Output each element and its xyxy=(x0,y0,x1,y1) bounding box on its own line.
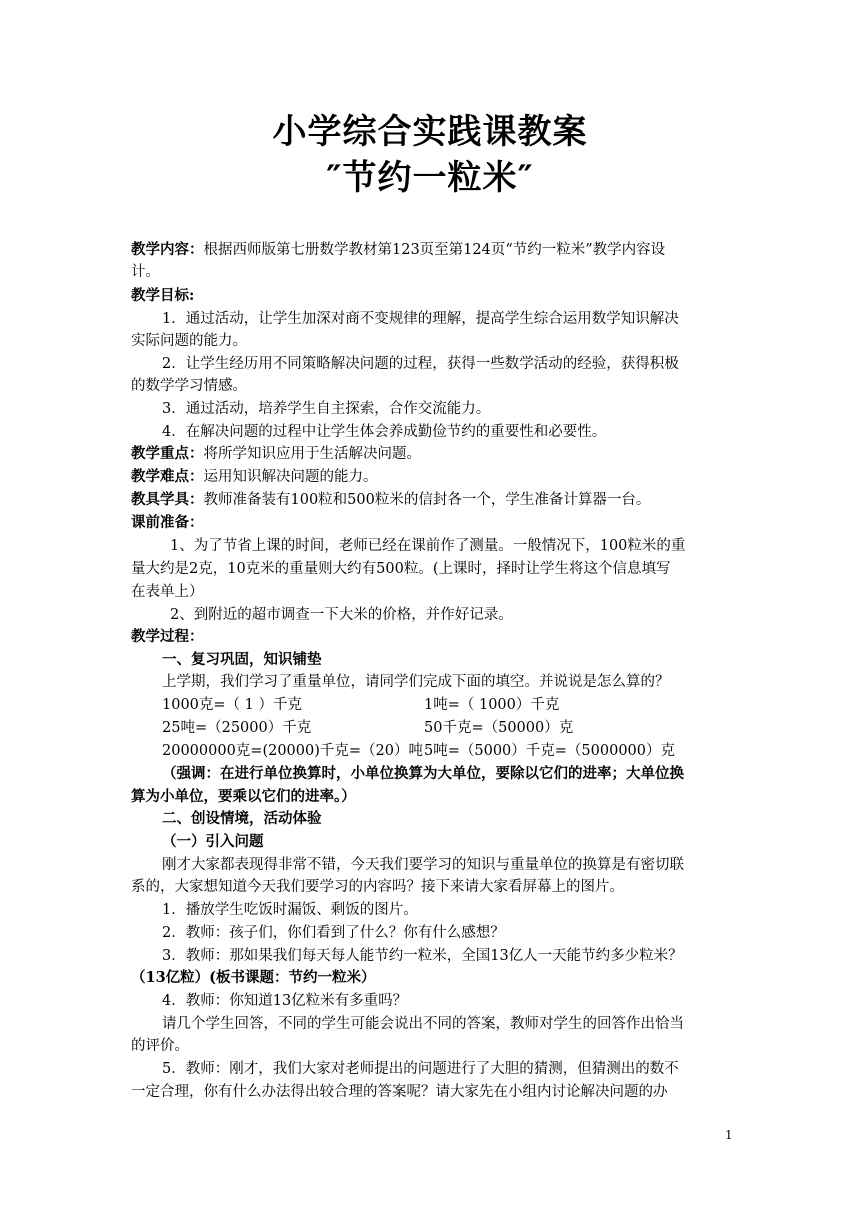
difficulty-heading: 教学难点： xyxy=(131,468,204,485)
key-point-line xyxy=(131,443,421,465)
step-4: 4．教师：你知道13亿粒米有多重吗？ xyxy=(162,993,408,1009)
conversion-2-right: 50千克=（50000）克 xyxy=(424,720,574,736)
conversion-1-right: 1吨=（ 1000）千克 xyxy=(424,697,560,713)
step-2: 2．教师：孩子们，你们看到了什么？你有什么感想？ xyxy=(162,925,505,941)
goal-1-line-1: 1．通过活动，让学生加深对商不变规律的理解，提高学生综合运用数学知识解决 xyxy=(162,311,679,327)
goals-heading: 教学目标: xyxy=(131,287,195,304)
goal-1-line-2: 实际问题的能力。 xyxy=(131,333,247,349)
key-text: 将所学知识应用于生活解决问题。 xyxy=(203,446,421,462)
prep-2: 2、到附近的超市调查一下大米的价格，并作好记录。 xyxy=(170,607,513,623)
prep-1-line-1: 1、为了节省上课的时间，老师已经在课前作了测量。一般情况下，100粒米的重 xyxy=(170,538,686,554)
step-3-line-2: （13亿粒）(板书课题：节约一粒米） xyxy=(131,969,376,986)
conversion-1-left: 1000克=（ 1 ）千克 xyxy=(162,697,302,713)
content-line-1 xyxy=(131,239,665,261)
step-4-note-line-2: 的评价。 xyxy=(131,1038,189,1054)
subsection-1-heading: （一）引入问题 xyxy=(162,833,264,850)
tools-text: 教师准备装有100粒和500粒米的信封各一个，学生准备计算器一台。 xyxy=(203,492,651,508)
step-1: 1．播放学生吃饭时漏饭、剩饭的图片。 xyxy=(162,902,418,918)
emphasis-line-2: 算为小单位，要乘以它们的进率。） xyxy=(131,788,356,805)
section-2-heading: 二、创设情境，活动体验 xyxy=(162,810,322,827)
difficulty-text: 运用知识解决问题的能力。 xyxy=(203,469,378,485)
goal-3: 3．通过活动，培养学生自主探索，合作交流能力。 xyxy=(162,401,491,417)
conversion-2-left: 25吨=（25000）千克 xyxy=(162,720,312,736)
step-5-line-1: 5．教师：刚才，我们大家对老师提出的问题进行了大胆的猜测，但猜测出的数不 xyxy=(162,1061,679,1077)
step-3-line-1: 3．教师：那如果我们每天每人能节约一粒米，全国13亿人一天能节约多少粒米？ xyxy=(162,948,683,964)
process-heading: 教学过程： xyxy=(131,628,204,645)
section-1-intro: 上学期，我们学习了重量单位，请同学们完成下面的填空。并说说是怎么算的？ xyxy=(162,674,670,690)
section-1-heading: 一、复习巩固，知识铺垫 xyxy=(162,651,322,668)
goal-4: 4．在解决问题的过程中让学生体会养成勤俭节约的重要性和必要性。 xyxy=(162,424,607,440)
conversion-3-left: 20000000克=(20000)千克=（20）吨 xyxy=(162,743,423,759)
tools-line xyxy=(131,489,650,511)
content-text: 根据西师版第七册数学教材第123页至第124页“节约一粒米”教学内容设 xyxy=(203,242,666,258)
content-heading: 教学内容： xyxy=(131,241,204,258)
prep-heading: 课前准备： xyxy=(131,514,204,531)
difficulty-line xyxy=(131,466,378,488)
step-4-note-line-1: 请几个学生回答，不同的学生可能会说出不同的答案，教师对学生的回答作出恰当 xyxy=(162,1016,684,1032)
prep-1-line-2: 量大约是2克，10克米的重量则大约有500粒。(上课时，择时让学生将这个信息填写 xyxy=(131,561,671,577)
goal-2-line-2: 的数学学习情感。 xyxy=(131,378,247,394)
emphasis-line-1: （强调：在进行单位换算时，小单位换算为大单位，要除以它们的进率；大单位换 xyxy=(162,765,684,782)
content-line-2: 计。 xyxy=(131,264,160,280)
goal-2-line-1: 2．让学生经历用不同策略解决问题的过程，获得一些数学活动的经验，获得积极 xyxy=(162,356,679,372)
tools-heading: 教具学具： xyxy=(131,491,204,508)
page-number: 1 xyxy=(725,1128,733,1142)
step-5-line-2: 一定合理，你有什么办法得出较合理的答案呢？请大家先在小组内讨论解决问题的办 xyxy=(131,1084,668,1100)
document-title: 小学综合实践课教案 xyxy=(272,112,588,152)
conversion-3-right: 5吨=（5000）千克=（5000000）克 xyxy=(424,743,676,759)
subsection-1-intro-line-1: 刚才大家都表现得非常不错，今天我们要学习的知识与重量单位的换算是有密切联 xyxy=(162,857,684,873)
document-subtitle: ″节约一粒米″ xyxy=(326,158,534,198)
prep-1-line-3: 在表单上） xyxy=(131,584,204,600)
subsection-1-intro-line-2: 系的，大家想知道今天我们要学习的内容吗？接下来请大家看屏幕上的图片。 xyxy=(131,879,624,895)
key-heading: 教学重点： xyxy=(131,445,204,462)
